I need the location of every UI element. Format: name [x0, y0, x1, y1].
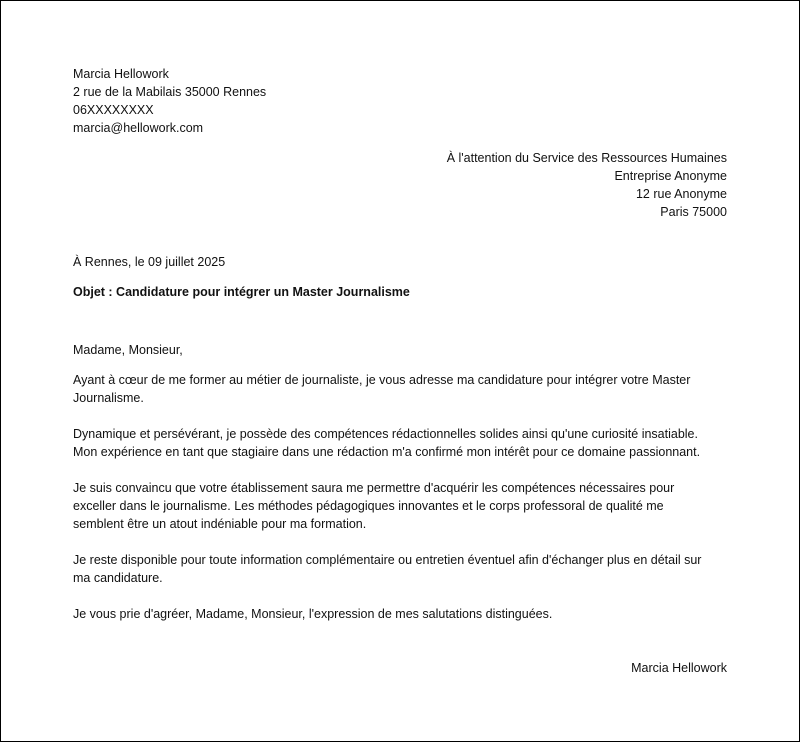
paragraph-line: ma candidature.	[73, 571, 163, 585]
body-paragraph-3	[73, 479, 733, 533]
paragraph-line: Mon expérience en tant que stagiaire dans une rédaction m'a confirmé mon intérêt pour ce domaine passionnant.	[73, 445, 701, 459]
paragraph-line: Ayant à cœur de me former au métier de journaliste, je vous adresse ma candidature pour intégrer votre Master	[73, 373, 691, 387]
salutation: Madame, Monsieur,	[73, 343, 183, 357]
paragraph-line: Je suis convaincu que votre établissement saura me permettre d'acquérir les compétences nécessaires pour	[73, 481, 675, 495]
recipient-company: Entreprise Anonyme	[614, 169, 727, 183]
sender-email: marcia@hellowork.com	[73, 121, 204, 135]
sender-name: Marcia Hellowork	[73, 67, 169, 81]
body-paragraph-1	[73, 371, 733, 407]
sender-phone: 06XXXXXXXX	[73, 103, 154, 117]
signature: Marcia Hellowork	[631, 661, 727, 675]
paragraph-line: Journalisme.	[73, 391, 144, 405]
paragraph-line: semblent être un atout indéniable pour ma formation.	[73, 517, 367, 531]
recipient-city: Paris 75000	[660, 205, 727, 219]
paragraph-line: exceller dans le journalisme. Les méthodes pédagogiques innovantes et le corps professoral de qualité me	[73, 499, 664, 513]
closing-formula: Je vous prie d'agréer, Madame, Monsieur, l'expression de mes salutations distinguées.	[73, 607, 553, 621]
paragraph-line: Je reste disponible pour toute information complémentaire ou entretien éventuel afin d'échanger plus en détail sur	[73, 553, 702, 567]
sender-address: 2 rue de la Mabilais 35000 Rennes	[73, 85, 267, 99]
body-paragraph-2	[73, 425, 733, 461]
paragraph-line: Dynamique et persévérant, je possède des compétences rédactionnelles solides ainsi qu'une curiosité insatiable.	[73, 427, 698, 441]
place-date: À Rennes, le 09 juillet 2025	[73, 255, 226, 269]
subject-line: Objet : Candidature pour intégrer un Master Journalisme	[73, 285, 410, 299]
body-paragraph-4	[73, 551, 733, 587]
recipient-attention: À l'attention du Service des Ressources Humaines	[446, 151, 727, 165]
recipient-street: 12 rue Anonyme	[635, 187, 727, 201]
